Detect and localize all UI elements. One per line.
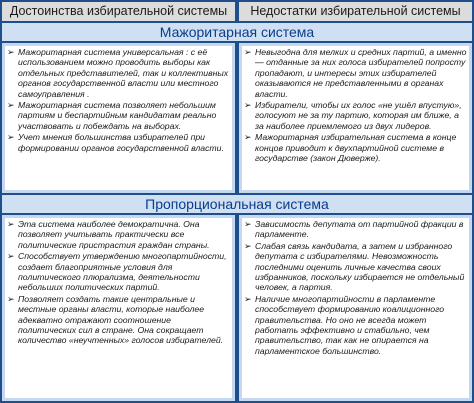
arrow-bullet-icon: ➢: [7, 219, 15, 229]
list-item: [7, 100, 230, 131]
list-item-text: Учет мнения большинства избирателей при формировании органов государственной власти.: [18, 132, 224, 153]
arrow-bullet-icon: ➢: [244, 132, 252, 143]
proportional-advantages-panel: [5, 218, 232, 398]
list-item: [244, 294, 467, 356]
proportional-advantages-list: [7, 219, 230, 346]
arrow-bullet-icon: ➢: [7, 132, 15, 143]
list-item: [7, 251, 230, 293]
list-item-text: Мажоритарная система универсальная : с её использованием можно проводить выборы как отдельных представителей, так и коллективных органов государственной власти или местного самоуправления .: [18, 47, 229, 99]
list-item-text: Позволяет создать такие центральные и местные органы власти, которые наиболее адекватно отражают соотношение политических сил в стране. Она сокращает количество «неучтенных» голосов избирателей.: [18, 293, 224, 346]
list-item: [7, 47, 230, 99]
proportional-disadvantages-list: [244, 219, 467, 356]
arrow-bullet-icon: ➢: [244, 240, 252, 251]
list-item: [244, 132, 467, 163]
arrow-bullet-icon: ➢: [244, 293, 252, 304]
arrow-bullet-icon: ➢: [7, 47, 15, 57]
majoritarian-disadvantages-panel: [242, 46, 469, 190]
list-item: [244, 241, 467, 293]
list-item-text: Эта система наиболее демократична. Она позволяет учитывать практически все политические пристрастия граждан страны.: [18, 219, 210, 250]
section-title-majoritarian: Мажоритарная система: [2, 23, 472, 41]
majoritarian-advantages-panel: [5, 46, 232, 190]
header-advantages: Достоинства избирательной системы: [2, 2, 235, 21]
header-disadvantages: Недостатки избирательной системы: [239, 2, 472, 21]
list-item: [244, 47, 467, 99]
list-item: [7, 132, 230, 153]
list-item-text: Зависимость депутата от партийной фракции в парламенте.: [255, 219, 464, 240]
majoritarian-disadvantages-cell: [239, 43, 472, 193]
list-item: [244, 100, 467, 131]
proportional-advantages-cell: [2, 215, 235, 401]
list-item-text: Слабая связь кандидата, а затем и избранного депутата с избирателями. Невозможность последними оценить личные качества своих избранников, поскольку избирается не отдельный человек, а партия.: [255, 240, 465, 293]
list-item-text: Мажоритарная система позволяет небольшим партиям и беспартийным кандидатам реально участвовать и побеждать на выборах.: [18, 100, 217, 131]
list-item: [7, 219, 230, 250]
arrow-bullet-icon: ➢: [244, 100, 252, 111]
majoritarian-disadvantages-list: [244, 47, 467, 163]
arrow-bullet-icon: ➢: [7, 251, 15, 262]
list-item-text: Способствует утверждению многопартийности, создает благоприятные условия для политического плюрализма, деятельности небольших политических партий.: [18, 251, 227, 293]
majoritarian-advantages-cell: [2, 43, 235, 193]
list-item-text: Невыгодна для мелких и средних партий, а именно — отданные за них голоса избирателей попросту пропадают, и интересы этих избирателей оказываются не представленными в органах власти.: [255, 47, 467, 99]
list-item-text: Избиратели, чтобы их голос «не ушёл впустую», голосуют не за ту партию, которая им ближе, а за наиболее приемлемого из двух лидеров.: [255, 100, 462, 131]
proportional-disadvantages-cell: [239, 215, 472, 401]
section-title-proportional: Пропорциональная система: [2, 195, 472, 213]
arrow-bullet-icon: ➢: [244, 47, 252, 57]
arrow-bullet-icon: ➢: [244, 219, 252, 229]
list-item-text: Мажоритарная избирательная система в конце концов приводит к двухпартийной системе в государстве (закон Дюверже).: [255, 132, 457, 164]
list-item-text: Наличие многопартийности в парламенте способствует формированию коалиционного правительства. Но оно не всегда может работать эффективно и стабильно, чем правительство, так как не опирается на парламентское большинство.: [255, 293, 445, 356]
proportional-disadvantages-panel: [242, 218, 469, 398]
arrow-bullet-icon: ➢: [7, 100, 15, 111]
list-item: [244, 219, 467, 240]
arrow-bullet-icon: ➢: [7, 293, 15, 304]
list-item: [7, 294, 230, 346]
majoritarian-advantages-list: [7, 47, 230, 153]
